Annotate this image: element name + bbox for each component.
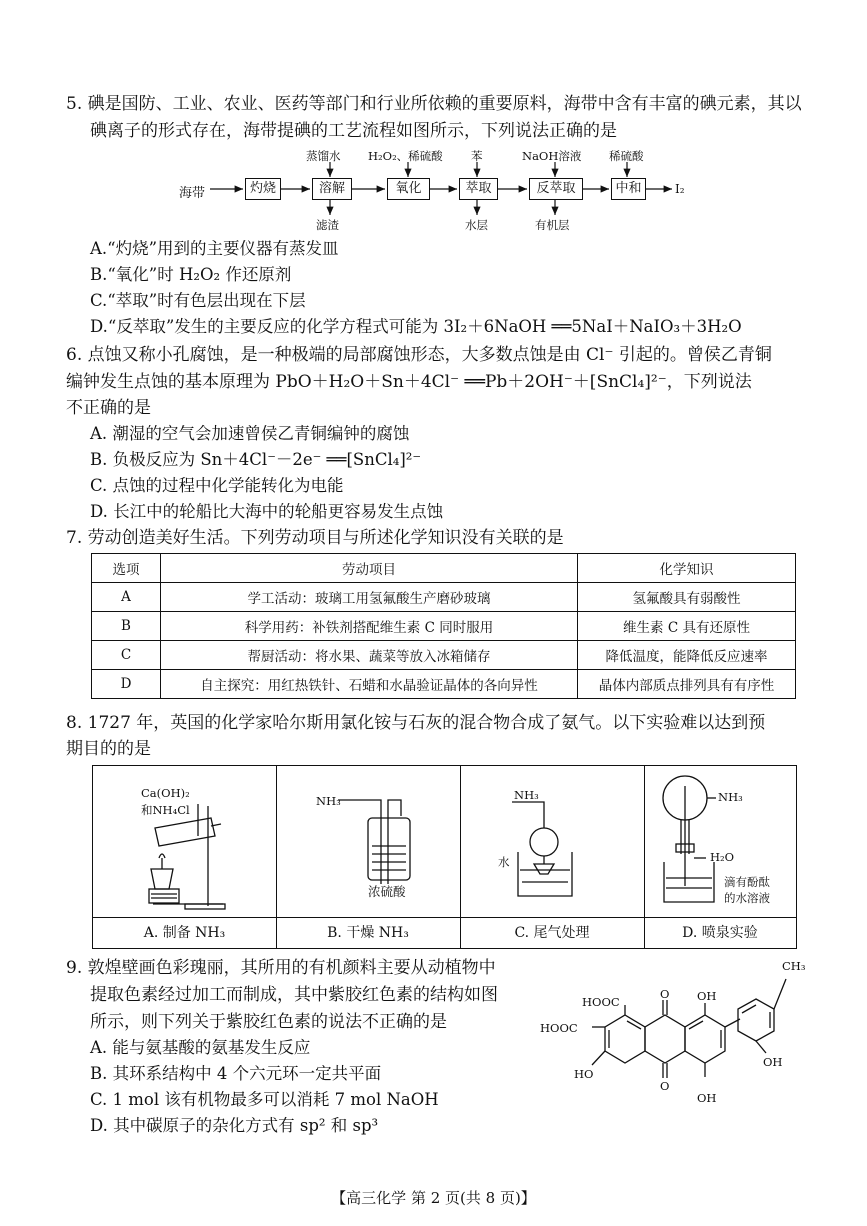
- table-cell: 晶体内部质点排列具有有序性: [578, 670, 796, 699]
- q6-option-a: A. 潮湿的空气会加速曾侯乙青铜编钟的腐蚀: [90, 424, 410, 443]
- q9-option-d: D. 其中碳原子的杂化方式有 sp² 和 sp³: [90, 1116, 379, 1135]
- caption-b: B. 干燥 NH₃: [276, 917, 460, 948]
- q5-option-d: D.“反萃取”发生的主要反应的化学方程式可能为 3I₂＋6NaOH ══5NaI＋NaIO₃＋3H₂O: [90, 317, 742, 336]
- q9-option-c: C. 1 mol 该有机物最多可以消耗 7 mol NaOH: [90, 1090, 439, 1109]
- q5-stem-line1: 5. 碘是国防、工业、农业、医药等部门和行业所依赖的重要原料，海带中含有丰富的碘元素，其以: [66, 94, 802, 114]
- q9-stem-line2: 提取色素经过加工而制成，其中紫胶红色素的结构如图: [90, 985, 498, 1005]
- table-cell: B: [92, 612, 161, 641]
- struct-oh-bottom: OH: [697, 1091, 717, 1105]
- struct-cooh-top: HOOC: [582, 995, 620, 1009]
- struct-cooh-left: HOOC: [540, 1021, 578, 1035]
- table-cell: 氢氟酸具有弱酸性: [578, 583, 796, 612]
- q6-option-b: B. 负极反应为 Sn＋4Cl⁻－2e⁻ ══[SnCl₄]²⁻: [90, 450, 422, 469]
- flow-input-naoh: NaOH溶液: [522, 149, 582, 163]
- struct-o-bottom: O: [660, 1079, 670, 1093]
- table-cell: 学工活动：玻璃工用氢氟酸生产磨砂玻璃: [161, 583, 578, 612]
- q9-stem-line3: 所示，则下列关于紫胶红色素的说法不正确的是: [90, 1012, 447, 1032]
- q5-option-a: A.“灼烧”用到的主要仪器有蒸发皿: [90, 239, 339, 258]
- flow-input-benzene: 苯: [471, 149, 483, 163]
- table-cell: 降低温度，能降低反应速率: [578, 641, 796, 670]
- table-header: 劳动项目: [161, 554, 578, 583]
- table-row: [92, 670, 796, 699]
- table-header: 选项: [92, 554, 161, 583]
- q7-stem: 7. 劳动创造美好生活。下列劳动项目与所述化学知识没有关联的是: [66, 528, 564, 548]
- q8-stem-line2: 期目的的是: [66, 739, 151, 759]
- apparatus-d-drawing: [644, 766, 796, 918]
- struct-ch3: CH₃: [782, 959, 806, 973]
- table-cell: 自主探究：用红热铁针、石蜡和水晶验证晶体的各向异性: [161, 670, 578, 699]
- q6-option-d: D. 长江中的轮船比大海中的轮船更容易发生点蚀: [90, 502, 444, 521]
- q6-stem-line2: 编钟发生点蚀的基本原理为 PbO＋H₂O＋Sn＋4Cl⁻ ══Pb＋2OH⁻＋[SnCl₄]²⁻，下列说法: [66, 372, 752, 392]
- flow-input-acid: 稀硫酸: [609, 149, 644, 163]
- table-row: [92, 612, 796, 641]
- struct-oh-right: OH: [763, 1055, 783, 1069]
- label-b-nh3: NH₃: [316, 794, 341, 808]
- table-cell: 维生素 C 具有还原性: [578, 612, 796, 641]
- flow-start: 海带: [179, 186, 206, 201]
- table-header: 化学知识: [578, 554, 796, 583]
- q7-table: [91, 553, 796, 699]
- label-caoh2: Ca(OH)₂: [141, 786, 190, 800]
- q9-structure-formula: [530, 955, 830, 1120]
- structure-bonds: [530, 955, 830, 1120]
- table-cell: D: [92, 670, 161, 699]
- q9-option-a: A. 能与氨基酸的氨基发生反应: [90, 1038, 311, 1057]
- q9-stem-line1: 9. 敦煌壁画色彩瑰丽，其所用的有机颜料主要从动植物中: [66, 958, 496, 978]
- label-nh4cl: 和NH₄Cl: [141, 803, 190, 817]
- table-header-row: [92, 554, 796, 583]
- flow-input-water: 蒸馏水: [306, 149, 341, 163]
- flow-step-oxidize: 氧化: [387, 178, 430, 200]
- q6-stem-line1: 6. 点蚀又称小孔腐蚀，是一种极端的局部腐蚀形态，大多数点蚀是由 Cl⁻ 引起的。曾侯乙青铜: [66, 345, 772, 365]
- struct-o-top: O: [660, 987, 670, 1001]
- table-row: [92, 641, 796, 670]
- label-d-water: H₂O: [710, 850, 735, 864]
- caption-c: C. 尾气处理: [460, 917, 644, 948]
- label-c-water: 水: [498, 855, 510, 869]
- q5-option-c: C.“萃取”时有色层出现在下层: [90, 291, 306, 310]
- table-cell: 帮厨活动：将水果、蔬菜等放入冰箱储存: [161, 641, 578, 670]
- label-c-nh3: NH₃: [514, 788, 539, 802]
- q5-flow-diagram: [0, 0, 867, 240]
- q8-apparatus-figure: [92, 765, 797, 949]
- apparatus-c: [460, 766, 645, 948]
- flow-step-back-extract: 反萃取: [529, 178, 583, 200]
- flow-output-aqueous: 水层: [465, 218, 488, 232]
- page-footer: 【高三化学 第 2 页(共 8 页)】: [331, 1189, 536, 1207]
- struct-oh-top: OH: [697, 989, 717, 1003]
- table-cell: C: [92, 641, 161, 670]
- label-phenol-2: 的水溶液: [724, 891, 770, 905]
- q6-option-c: C. 点蚀的过程中化学能转化为电能: [90, 476, 344, 495]
- label-conc-h2so4: 浓硫酸: [368, 884, 406, 899]
- flow-step-dissolve: 溶解: [312, 178, 352, 200]
- q6-stem-line3: 不正确的是: [66, 398, 151, 418]
- flow-step-burn: 灼烧: [245, 178, 281, 200]
- flow-step-extract: 萃取: [459, 178, 498, 200]
- struct-ho-left: HO: [574, 1067, 594, 1081]
- table-cell: 科学用药：补铁剂搭配维生素 C 同时服用: [161, 612, 578, 641]
- q8-stem-line1: 8. 1727 年，英国的化学家哈尔斯用氯化铵与石灰的混合物合成了氨气。以下实验难以达到预: [66, 713, 766, 733]
- label-d-nh3: NH₃: [718, 790, 743, 804]
- table-cell: A: [92, 583, 161, 612]
- apparatus-d: [644, 766, 796, 948]
- apparatus-c-drawing: [460, 766, 644, 918]
- flow-output-organic: 有机层: [535, 218, 570, 232]
- flow-input-h2o2: H₂O₂、稀硫酸: [368, 149, 443, 163]
- apparatus-a: [93, 766, 277, 948]
- q5-option-b: B.“氧化”时 H₂O₂ 作还原剂: [90, 265, 292, 284]
- q9-option-b: B. 其环系结构中 4 个六元环一定共平面: [90, 1064, 382, 1083]
- caption-a: A. 制备 NH₃: [93, 917, 276, 948]
- flow-step-neutralize: 中和: [611, 178, 646, 200]
- flow-output-residue: 滤渣: [316, 218, 339, 232]
- apparatus-b: [276, 766, 461, 948]
- table-row: [92, 583, 796, 612]
- q5-stem-line2: 碘离子的形式存在，海带提碘的工艺流程如图所示，下列说法正确的是: [90, 121, 617, 141]
- flow-end: I₂: [675, 182, 685, 196]
- caption-d: D. 喷泉实验: [644, 917, 796, 948]
- flow-arrows: [0, 0, 867, 240]
- label-phenol-1: 滴有酚酞: [724, 875, 770, 889]
